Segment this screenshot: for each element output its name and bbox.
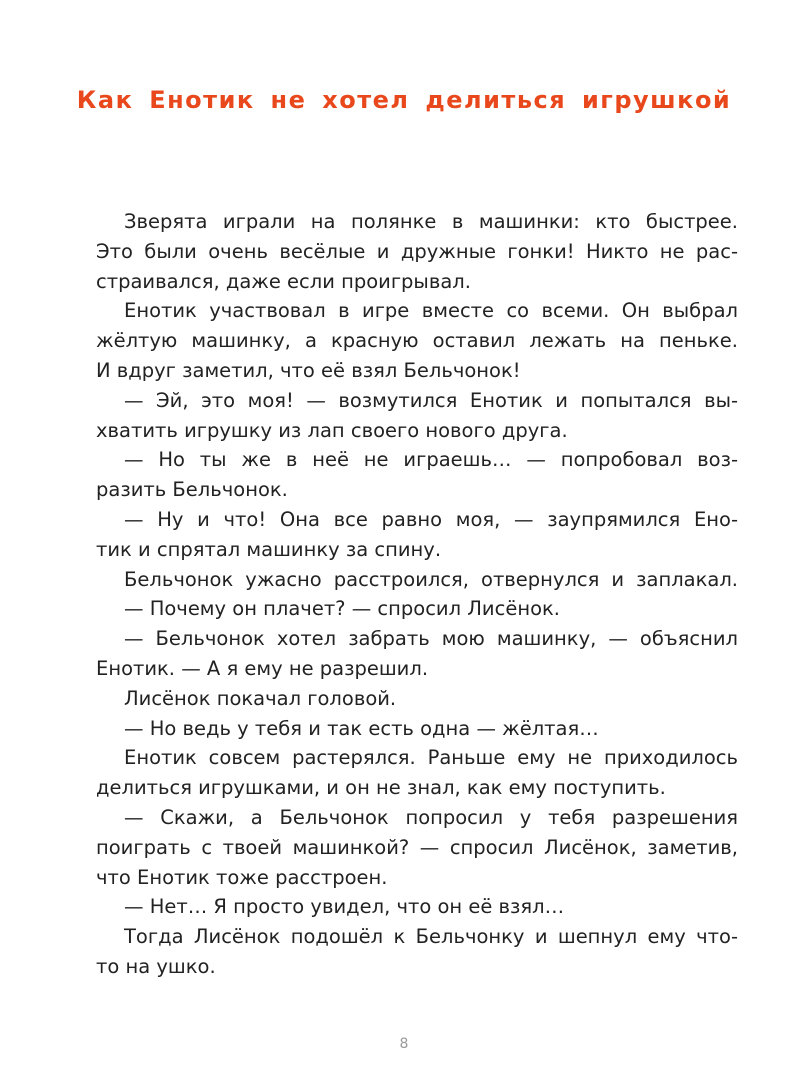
text-line: то на ушко. <box>96 954 216 978</box>
text-line: Енотик. — А я ему не разрешил. <box>96 656 429 680</box>
text-line: разить Бельчонок. <box>96 478 288 502</box>
text-line: — Эй, это моя! — возмутился Енотик и попытался вы- <box>124 388 738 412</box>
page-number: 8 <box>399 1036 409 1052</box>
text-line: — Нет… Я просто увидел, что он её взял… <box>124 895 565 919</box>
text-line: хватить игрушку из лап своего нового друга. <box>96 418 568 442</box>
text-line: — Но ведь у тебя и так есть одна — жёлтая… <box>124 716 599 740</box>
text-line: — Ну и что! Она все равно моя, — заупрямился Ено- <box>124 507 738 531</box>
text-line: И вдруг заметил, что её взял Бельчонок! <box>96 358 521 382</box>
text-line: Енотик участвовал в игре вместе со всеми. Он выбрал <box>124 299 738 323</box>
text-line: поиграть с твоей машинкой? — спросил Лисёнок, заметив, <box>96 835 738 859</box>
text-line: Лисёнок покачал головой. <box>124 686 397 710</box>
text-line: делиться игрушками, и он не знал, как ему поступить. <box>96 776 666 800</box>
text-line: страивался, даже если проигрывал. <box>96 269 471 293</box>
text-line: Зверята играли на полянке в машинки: кто быстрее. <box>124 210 738 233</box>
text-line: Енотик совсем растерялся. Раньше ему не приходилось <box>124 746 738 770</box>
text-line: — Скажи, а Бельчонок попросил у тебя разрешения <box>124 805 738 829</box>
text-line: — Бельчонок хотел забрать мою машинку, — объяснил <box>124 627 738 651</box>
text-line: тик и спрятал машинку за спину. <box>96 537 442 561</box>
text-line: — Но ты же в неё не играешь… — попробовал воз- <box>124 448 738 472</box>
text-line: что Енотик тоже расстроен. <box>96 865 388 889</box>
text-line: Бельчонок ужасно расстроился, отвернулся и заплакал. <box>124 567 738 591</box>
story-text <box>96 207 738 982</box>
text-line: жёлтую машинку, а красную оставил лежать на пеньке. <box>96 329 738 353</box>
text-line: Тогда Лисёнок подошёл к Бельчонку и шепнул ему что- <box>124 925 738 949</box>
story-title: Как Енотик не хотел делиться игрушкой <box>76 86 732 114</box>
text-line: — Почему он плачет? — спросил Лисёнок. <box>124 597 560 621</box>
text-line: Это были очень весёлые и дружные гонки! Никто не рас- <box>96 239 738 263</box>
